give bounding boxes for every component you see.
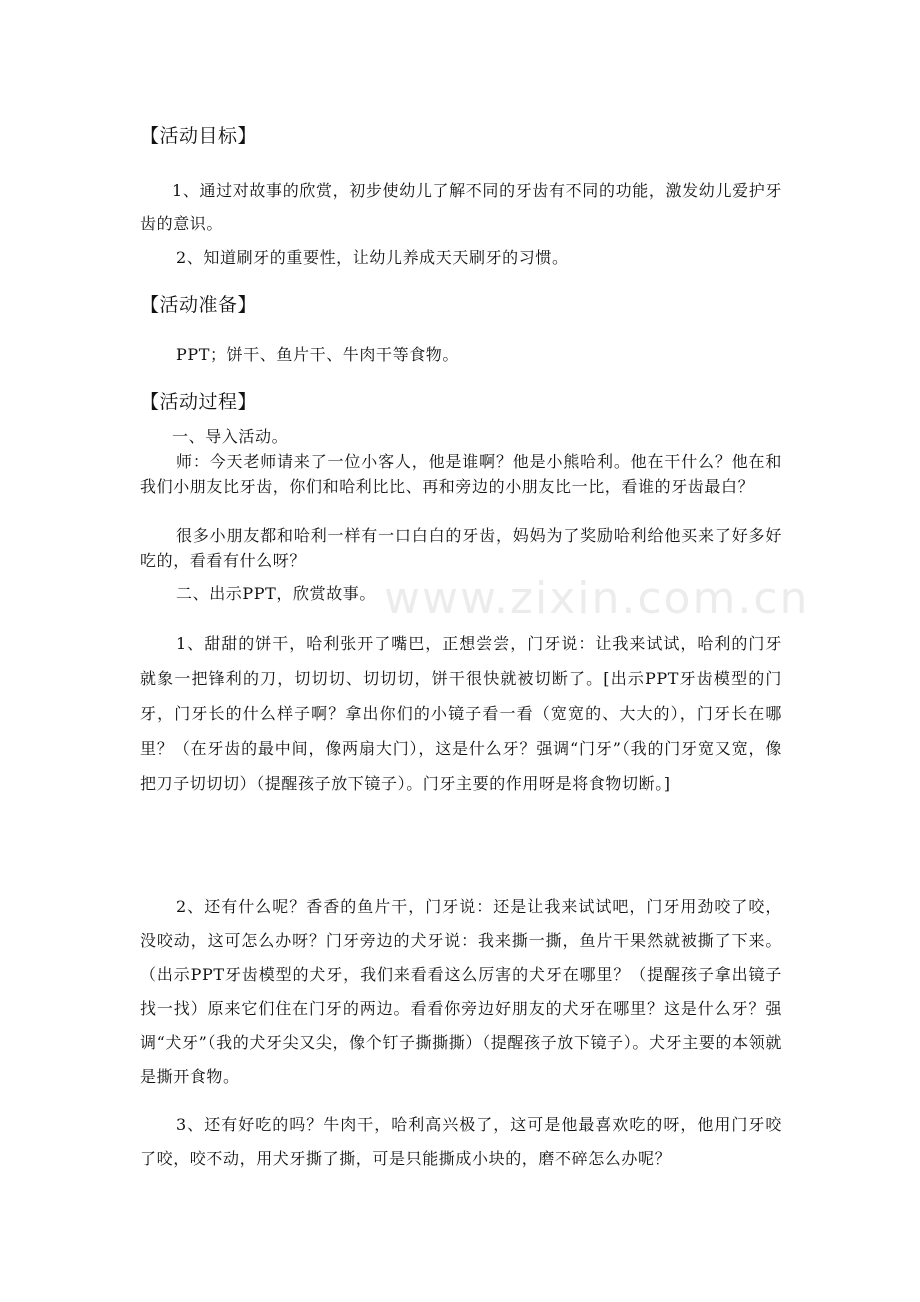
- goal-item-2: 2、知道刷牙的重要性，让幼儿养成天天刷牙的习惯。: [176, 248, 569, 267]
- story-paragraph-canines: 2、还有什么呢？香香的鱼片干，门牙说：还是让我来试试吧，门牙用劲咬了咬，没咬动，这可怎么办呀？门牙旁边的犬牙说：我来撕一撕，鱼片干果然就被撕了下来。（出示PPT牙齿模型的犬牙，我们来看看这么厉害的犬牙在哪里？（提醒孩子拿出镜子找一找）原来它们住在门牙的两边。看看你旁边好朋友的犬牙在哪里？这是什么牙？强调“犬牙”（我的犬牙尖又尖，像个钉子撕撕撕）（提醒孩子放下镜子）。犬牙主要的本领就是撕开食物。: [140, 897, 782, 1086]
- story-paragraph-incisors: 1、甜甜的饼干，哈利张开了嘴巴，正想尝尝，门牙说：让我来试试，哈利的门牙就象一把锋利的刀，切切切、切切切，饼干很快就被切断了。[出示PPT牙齿模型的门牙，门牙长的什么样子啊？拿出你们的小镜子看一看（宽宽的、大大的），门牙长在哪里？（在牙齿的最中间，像两扇大门），这是什么牙？强调“门牙”（我的门牙宽又宽，像把刀子切切切）（提醒孩子放下镜子）。门牙主要的作用呀是将食物切断。]: [140, 634, 782, 793]
- process-paragraph-snacks: 很多小朋友都和哈利一样有一口白白的牙齿，妈妈为了奖励哈利给他买来了好多好吃的，看看有什么呀？: [140, 526, 782, 570]
- process-step-2: 二、出示PPT，欣赏故事。: [176, 584, 377, 603]
- watermark: www.zixin.com.cn: [384, 573, 810, 624]
- process-step-1: 一、导入活动。: [172, 427, 289, 446]
- prep-text: PPT；饼干、鱼片干、牛肉干等食物。: [176, 345, 460, 364]
- process-paragraph-teacher: 师：今天老师请来了一位小客人，他是谁啊？他是小熊哈利。他在干什么？他在和我们小朋友比牙齿，你们和哈利比比、再和旁边的小朋友比一比，看谁的牙齿最白？: [140, 452, 782, 496]
- heading-activity-goal: 【活动目标】: [140, 125, 258, 147]
- heading-activity-prep: 【活动准备】: [140, 294, 258, 316]
- goal-item-1: 1、通过对故事的欣赏，初步使幼儿了解不同的牙齿有不同的功能，激发幼儿爱护牙齿的意识。: [140, 181, 782, 233]
- heading-activity-process: 【活动过程】: [140, 391, 258, 413]
- story-paragraph-beef-jerky: 3、还有好吃的吗？牛肉干，哈利高兴极了，这可是他最喜欢吃的呀，他用门牙咬了咬，咬不动，用犬牙撕了撕，可是只能撕成小块的，磨不碎怎么办呢？: [140, 1115, 782, 1168]
